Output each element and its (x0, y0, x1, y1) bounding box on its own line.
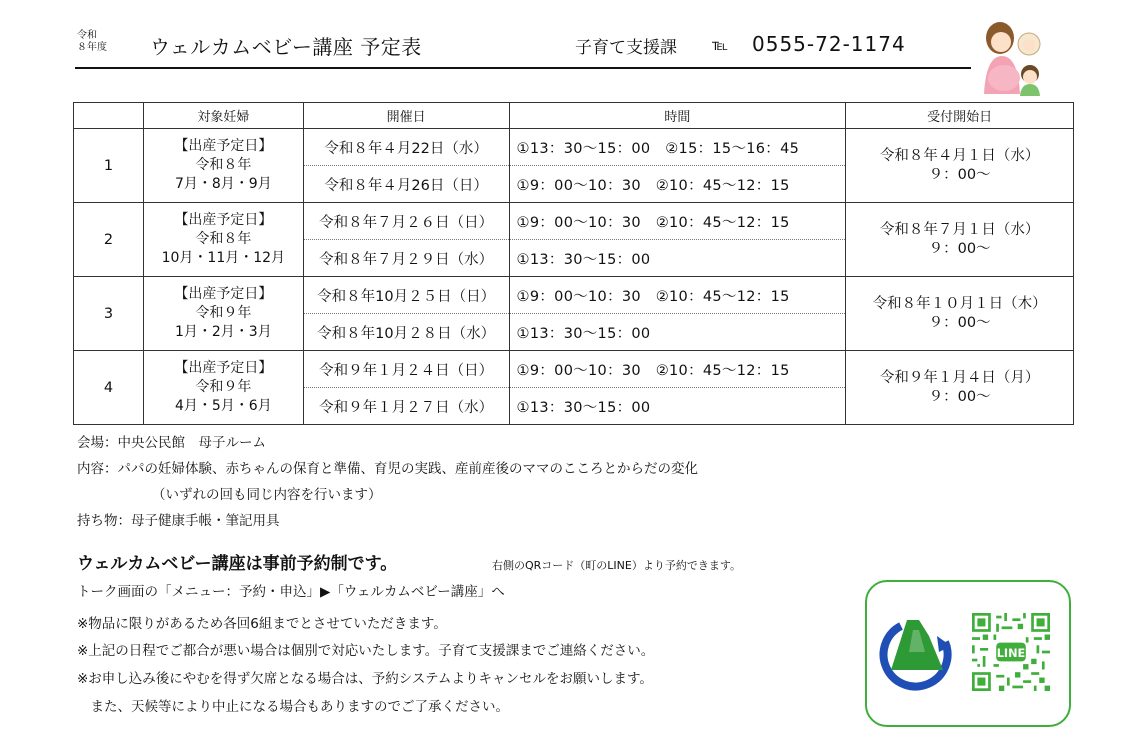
era-line-1: 令和 (77, 30, 97, 41)
session-time: ①9：00～10：30 ②10：45～12：15 (509, 277, 846, 314)
target-year: 令和９年 (195, 305, 252, 321)
reception-cell (846, 129, 1074, 203)
qr-code-panel (865, 580, 1071, 727)
era-line-2: ８年度 (77, 42, 107, 53)
session-time: ①13：30～15：00 ②15：15～16：45 (509, 129, 846, 166)
reservation-qr-hint: 右側のQRコード（町のLINE）より予約できます。 (492, 559, 741, 572)
session-date: 令和８年10月２５日（日） (303, 277, 509, 314)
reservation-path: トーク画面の「メニュー：予約・申込」▶「ウェルカムベビー講座」へ (77, 584, 505, 600)
session-time: ①9：00～10：30 ②10：45～12：15 (509, 351, 846, 388)
session-date: 令和８年４月22日（水） (303, 129, 509, 166)
department-name: 子育て支援課 (575, 38, 677, 58)
tel-icon: ℡ (712, 36, 729, 54)
reception-time: ９：00～ (928, 240, 991, 257)
session-date: 令和９年１月２７日（水） (303, 388, 509, 425)
target-cell (143, 277, 303, 351)
session-date: 令和８年７月２６日（日） (303, 203, 509, 240)
session-date: 令和９年１月２４日（日） (303, 351, 509, 388)
session-number: 1 (74, 129, 144, 203)
table-row (74, 277, 1074, 314)
session-date: 令和８年４月26日（日） (303, 166, 509, 203)
session-time: ①9：00～10：30 ②10：45～12：15 (509, 166, 846, 203)
header-cell-time: 時間 (509, 103, 846, 129)
table-row (74, 351, 1074, 388)
reception-date: 令和８年４月１日（水） (879, 147, 1040, 164)
session-number: 3 (74, 277, 144, 351)
target-label: 【出産予定日】 (174, 360, 273, 376)
qr-line-label: LINE (996, 646, 1026, 660)
reception-cell (846, 203, 1074, 277)
target-year: 令和８年 (195, 157, 252, 173)
header-divider (75, 67, 971, 69)
target-year: 令和９年 (195, 379, 252, 395)
session-date: 令和８年７月２９日（水） (303, 240, 509, 277)
reception-date: 令和８年１０月１日（木） (872, 295, 1047, 312)
session-time: ①13：30～15：00 (509, 388, 846, 425)
phone-number: 0555-72-1174 (752, 32, 906, 56)
target-months: 7月・8月・9月 (174, 176, 272, 192)
reception-cell (846, 351, 1074, 425)
reception-time: ９：00～ (928, 388, 991, 405)
reception-date: 令和８年７月１日（水） (879, 221, 1040, 238)
session-number: 2 (74, 203, 144, 277)
target-cell (143, 129, 303, 203)
table-header-row (74, 103, 1074, 129)
note-item: ※物品に限りがあるため各回6組までとさせていただきます。 (77, 616, 447, 632)
target-months: 1月・2月・3月 (174, 324, 272, 340)
target-cell (143, 351, 303, 425)
line-qr-code-icon[interactable] (972, 613, 1050, 691)
target-year: 令和８年 (195, 231, 252, 247)
session-time: ①13：30～15：00 (509, 240, 846, 277)
note-item: また、天候等により中止になる場合もありますのでご了承ください。 (77, 699, 509, 715)
content-note: （いずれの回も同じ内容を行います） (152, 487, 382, 503)
reception-time: ９：00～ (928, 166, 991, 183)
page-title: ウェルカムベビー講座 予定表 (150, 35, 422, 59)
target-cell (143, 203, 303, 277)
header-cell-reception: 受付開始日 (846, 103, 1074, 129)
mother-child-illustration-icon (974, 16, 1046, 96)
session-date: 令和８年10月２８日（水） (303, 314, 509, 351)
target-months: 10月・11月・12月 (161, 250, 286, 266)
header-cell-date: 開催日 (303, 103, 509, 129)
reception-cell (846, 277, 1074, 351)
target-months: 4月・5月・6月 (174, 398, 272, 414)
reception-time: ９：00～ (928, 314, 991, 331)
header-cell-no (74, 103, 144, 129)
target-label: 【出産予定日】 (174, 286, 273, 302)
session-time: ①13：30～15：00 (509, 314, 846, 351)
fiscal-year-label (77, 30, 107, 54)
session-time: ①9：00～10：30 ②10：45～12：15 (509, 203, 846, 240)
note-item: ※上記の日程でご都合が悪い場合は個別で対応いたします。子育て支援課までご連絡ください。 (77, 643, 655, 659)
header-cell-target: 対象妊婦 (143, 103, 303, 129)
target-label: 【出産予定日】 (174, 212, 273, 228)
table-row (74, 203, 1074, 240)
note-item: ※お申し込み後にやむを得ず欠席となる場合は、予約システムよりキャンセルをお願いします。 (77, 671, 653, 687)
target-label: 【出産予定日】 (174, 138, 273, 154)
reception-date: 令和９年１月４日（月） (879, 369, 1040, 386)
belongings-text: 持ち物：母子健康手帳・筆記用具 (77, 513, 280, 529)
session-number: 4 (74, 351, 144, 425)
schedule-table (73, 102, 1074, 425)
venue-text: 会場：中央公民館 母子ルーム (77, 435, 266, 451)
town-logo-icon (879, 612, 959, 692)
reservation-lead: ウェルカムベビー講座は事前予約制です。 (77, 554, 398, 574)
content-text: 内容：パパの妊婦体験、赤ちゃんの保育と準備、育児の実践、産前産後のママのこころとからだの変化 (77, 461, 698, 477)
table-row (74, 129, 1074, 166)
